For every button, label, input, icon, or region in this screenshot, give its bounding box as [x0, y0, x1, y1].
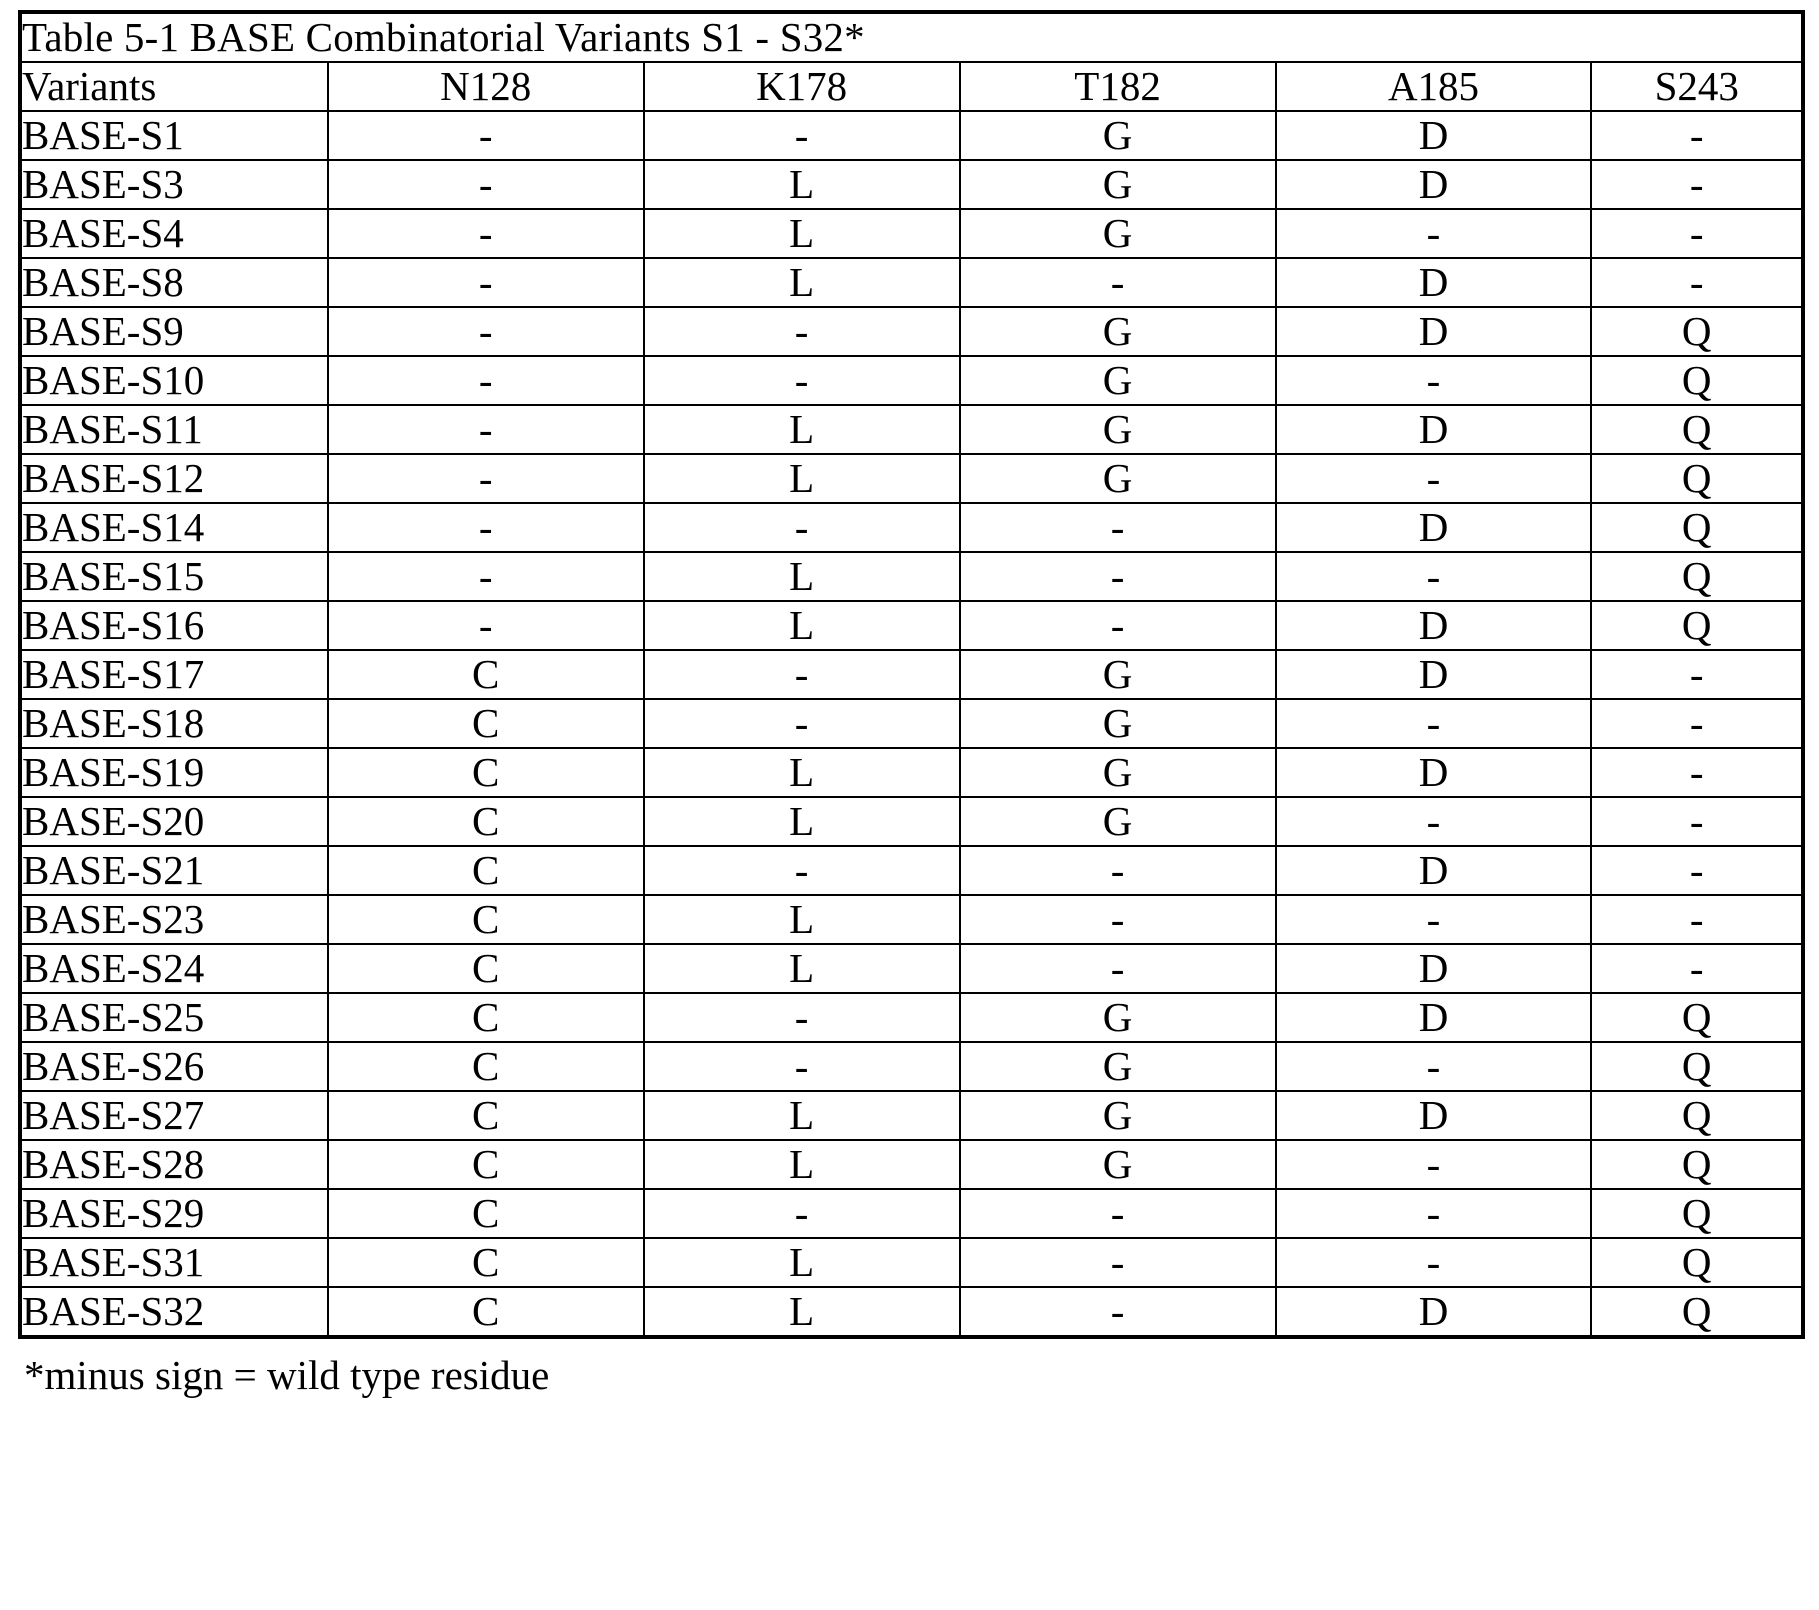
mutation-cell-a185: D: [1276, 846, 1592, 895]
mutation-cell-n128: -: [328, 356, 644, 405]
mutation-cell-s243: -: [1591, 895, 1803, 944]
table-row: [20, 454, 1803, 503]
mutation-cell-a185: D: [1276, 1287, 1592, 1337]
mutation-cell-t182: -: [960, 895, 1276, 944]
mutation-cell-t182: G: [960, 307, 1276, 356]
mutation-cell-a185: -: [1276, 1042, 1592, 1091]
mutation-cell-k178: L: [644, 405, 960, 454]
variant-name-cell: BASE-S31: [20, 1238, 328, 1287]
variant-name-cell: BASE-S19: [20, 748, 328, 797]
variant-name-cell: BASE-S25: [20, 993, 328, 1042]
mutation-cell-s243: -: [1591, 944, 1803, 993]
mutation-cell-t182: G: [960, 1091, 1276, 1140]
mutation-cell-k178: L: [644, 601, 960, 650]
mutation-cell-t182: G: [960, 797, 1276, 846]
mutation-cell-n128: -: [328, 601, 644, 650]
mutation-cell-k178: L: [644, 1091, 960, 1140]
mutation-cell-t182: G: [960, 748, 1276, 797]
table-row: [20, 307, 1803, 356]
mutation-cell-n128: -: [328, 454, 644, 503]
mutation-cell-a185: D: [1276, 258, 1592, 307]
mutation-cell-k178: -: [644, 307, 960, 356]
mutation-cell-s243: -: [1591, 699, 1803, 748]
variant-name-cell: BASE-S26: [20, 1042, 328, 1091]
mutation-cell-n128: C: [328, 895, 644, 944]
variant-name-cell: BASE-S21: [20, 846, 328, 895]
mutation-cell-t182: G: [960, 1140, 1276, 1189]
variant-name-cell: BASE-S14: [20, 503, 328, 552]
mutation-cell-s243: Q: [1591, 993, 1803, 1042]
table-row: [20, 356, 1803, 405]
mutation-cell-t182: -: [960, 846, 1276, 895]
mutation-cell-k178: -: [644, 111, 960, 160]
mutation-cell-n128: C: [328, 699, 644, 748]
mutation-cell-a185: -: [1276, 895, 1592, 944]
mutation-cell-s243: Q: [1591, 307, 1803, 356]
table-head: [20, 12, 1803, 111]
mutation-cell-t182: G: [960, 405, 1276, 454]
variant-name-cell: BASE-S16: [20, 601, 328, 650]
variant-name-cell: BASE-S32: [20, 1287, 328, 1337]
table-row: [20, 503, 1803, 552]
table-row: [20, 1140, 1803, 1189]
mutation-cell-k178: L: [644, 1287, 960, 1337]
mutation-cell-n128: -: [328, 111, 644, 160]
mutation-cell-t182: G: [960, 1042, 1276, 1091]
variant-name-cell: BASE-S23: [20, 895, 328, 944]
mutation-cell-t182: -: [960, 552, 1276, 601]
mutation-cell-n128: C: [328, 993, 644, 1042]
table-row: [20, 160, 1803, 209]
mutation-cell-s243: Q: [1591, 1140, 1803, 1189]
mutation-cell-k178: -: [644, 993, 960, 1042]
table-row: [20, 601, 1803, 650]
table-row: [20, 846, 1803, 895]
mutation-cell-t182: G: [960, 699, 1276, 748]
mutation-cell-n128: C: [328, 944, 644, 993]
table-header-row: [20, 62, 1803, 111]
variant-name-cell: BASE-S27: [20, 1091, 328, 1140]
mutation-cell-a185: -: [1276, 454, 1592, 503]
variant-name-cell: BASE-S24: [20, 944, 328, 993]
table-row: [20, 699, 1803, 748]
table-row: [20, 209, 1803, 258]
mutation-cell-k178: L: [644, 1238, 960, 1287]
mutation-cell-t182: G: [960, 111, 1276, 160]
mutation-cell-k178: L: [644, 160, 960, 209]
mutation-cell-k178: -: [644, 1042, 960, 1091]
table-row: [20, 993, 1803, 1042]
mutation-cell-a185: -: [1276, 1140, 1592, 1189]
mutation-cell-n128: C: [328, 1091, 644, 1140]
table-row: [20, 748, 1803, 797]
mutation-cell-t182: -: [960, 944, 1276, 993]
mutation-cell-a185: D: [1276, 650, 1592, 699]
mutation-cell-k178: -: [644, 1189, 960, 1238]
variant-name-cell: BASE-S28: [20, 1140, 328, 1189]
mutation-cell-t182: G: [960, 650, 1276, 699]
mutation-cell-a185: D: [1276, 1091, 1592, 1140]
mutation-cell-a185: -: [1276, 699, 1592, 748]
table-footnote: *minus sign = wild type residue: [24, 1352, 550, 1398]
mutation-cell-s243: Q: [1591, 356, 1803, 405]
mutation-cell-a185: D: [1276, 111, 1592, 160]
mutation-cell-t182: G: [960, 454, 1276, 503]
mutation-cell-a185: -: [1276, 797, 1592, 846]
table-row: [20, 895, 1803, 944]
table-row: [20, 1287, 1803, 1337]
mutation-cell-s243: -: [1591, 209, 1803, 258]
mutation-cell-k178: L: [644, 1140, 960, 1189]
mutation-cell-a185: -: [1276, 356, 1592, 405]
variant-name-cell: BASE-S12: [20, 454, 328, 503]
mutation-cell-s243: -: [1591, 650, 1803, 699]
mutation-cell-n128: -: [328, 160, 644, 209]
table-title-row: [20, 12, 1803, 62]
mutation-cell-n128: -: [328, 209, 644, 258]
mutation-cell-n128: C: [328, 1140, 644, 1189]
mutation-cell-k178: L: [644, 797, 960, 846]
mutation-cell-k178: L: [644, 552, 960, 601]
mutation-cell-n128: C: [328, 846, 644, 895]
mutation-cell-s243: -: [1591, 748, 1803, 797]
mutation-cell-k178: L: [644, 258, 960, 307]
mutation-cell-s243: Q: [1591, 552, 1803, 601]
table-row: [20, 552, 1803, 601]
mutation-cell-t182: -: [960, 1238, 1276, 1287]
column-header-t182: T182: [960, 62, 1276, 111]
mutation-cell-n128: -: [328, 552, 644, 601]
table-row: [20, 405, 1803, 454]
variant-name-cell: BASE-S29: [20, 1189, 328, 1238]
mutation-cell-k178: L: [644, 209, 960, 258]
mutation-cell-k178: L: [644, 748, 960, 797]
mutation-cell-a185: -: [1276, 209, 1592, 258]
variant-name-cell: BASE-S10: [20, 356, 328, 405]
mutation-cell-t182: G: [960, 209, 1276, 258]
variant-name-cell: BASE-S15: [20, 552, 328, 601]
mutation-cell-k178: L: [644, 895, 960, 944]
mutation-cell-s243: Q: [1591, 1091, 1803, 1140]
mutation-cell-s243: Q: [1591, 1189, 1803, 1238]
table-row: [20, 650, 1803, 699]
variant-name-cell: BASE-S9: [20, 307, 328, 356]
mutation-cell-s243: Q: [1591, 601, 1803, 650]
mutation-cell-s243: -: [1591, 111, 1803, 160]
mutation-cell-s243: Q: [1591, 1238, 1803, 1287]
mutation-cell-s243: Q: [1591, 1287, 1803, 1337]
mutation-cell-t182: -: [960, 1287, 1276, 1337]
mutation-cell-n128: C: [328, 1238, 644, 1287]
mutation-cell-s243: -: [1591, 797, 1803, 846]
mutation-cell-s243: Q: [1591, 405, 1803, 454]
mutation-cell-n128: C: [328, 650, 644, 699]
variant-name-cell: BASE-S3: [20, 160, 328, 209]
mutation-cell-t182: -: [960, 601, 1276, 650]
mutation-cell-k178: -: [644, 356, 960, 405]
mutation-cell-t182: G: [960, 993, 1276, 1042]
mutation-cell-a185: D: [1276, 405, 1592, 454]
table-row: [20, 1091, 1803, 1140]
mutation-cell-k178: L: [644, 454, 960, 503]
mutation-cell-a185: -: [1276, 1189, 1592, 1238]
mutation-cell-a185: D: [1276, 601, 1592, 650]
mutation-cell-n128: -: [328, 258, 644, 307]
mutation-cell-k178: -: [644, 699, 960, 748]
mutation-cell-k178: -: [644, 650, 960, 699]
variant-name-cell: BASE-S17: [20, 650, 328, 699]
column-header-s243: S243: [1591, 62, 1803, 111]
table-row: [20, 1042, 1803, 1091]
mutation-cell-t182: -: [960, 258, 1276, 307]
variant-name-cell: BASE-S11: [20, 405, 328, 454]
mutation-cell-n128: C: [328, 1042, 644, 1091]
mutation-cell-a185: D: [1276, 160, 1592, 209]
mutation-cell-s243: -: [1591, 160, 1803, 209]
mutation-cell-s243: Q: [1591, 503, 1803, 552]
base-combinatorial-variants-table: [18, 10, 1805, 1339]
mutation-cell-t182: -: [960, 1189, 1276, 1238]
mutation-cell-s243: Q: [1591, 454, 1803, 503]
mutation-cell-k178: -: [644, 503, 960, 552]
table-title: Table 5-1 BASE Combinatorial Variants S1 - S32*: [20, 12, 1803, 62]
mutation-cell-n128: C: [328, 1287, 644, 1337]
table-row: [20, 111, 1803, 160]
variant-name-cell: BASE-S20: [20, 797, 328, 846]
variant-name-cell: BASE-S4: [20, 209, 328, 258]
mutation-cell-n128: -: [328, 503, 644, 552]
mutation-cell-a185: D: [1276, 503, 1592, 552]
mutation-cell-n128: C: [328, 748, 644, 797]
mutation-cell-n128: C: [328, 1189, 644, 1238]
variant-name-cell: BASE-S18: [20, 699, 328, 748]
mutation-cell-s243: -: [1591, 846, 1803, 895]
mutation-cell-k178: -: [644, 846, 960, 895]
mutation-cell-a185: D: [1276, 944, 1592, 993]
mutation-cell-t182: -: [960, 503, 1276, 552]
mutation-cell-t182: G: [960, 160, 1276, 209]
mutation-cell-a185: D: [1276, 307, 1592, 356]
column-header-n128: N128: [328, 62, 644, 111]
mutation-cell-s243: Q: [1591, 1042, 1803, 1091]
mutation-cell-t182: G: [960, 356, 1276, 405]
mutation-cell-n128: C: [328, 797, 644, 846]
variant-name-cell: BASE-S1: [20, 111, 328, 160]
mutation-cell-a185: -: [1276, 552, 1592, 601]
table-row: [20, 258, 1803, 307]
table-row: [20, 944, 1803, 993]
column-header-variants: Variants: [20, 62, 328, 111]
table-row: [20, 1189, 1803, 1238]
mutation-cell-k178: L: [644, 944, 960, 993]
mutation-cell-n128: -: [328, 405, 644, 454]
table-row: [20, 797, 1803, 846]
mutation-cell-a185: D: [1276, 993, 1592, 1042]
mutation-cell-a185: D: [1276, 748, 1592, 797]
mutation-cell-n128: -: [328, 307, 644, 356]
table-body: [20, 111, 1803, 1337]
mutation-cell-a185: -: [1276, 1238, 1592, 1287]
mutation-cell-s243: -: [1591, 258, 1803, 307]
table-row: [20, 1238, 1803, 1287]
column-header-k178: K178: [644, 62, 960, 111]
column-header-a185: A185: [1276, 62, 1592, 111]
variant-name-cell: BASE-S8: [20, 258, 328, 307]
